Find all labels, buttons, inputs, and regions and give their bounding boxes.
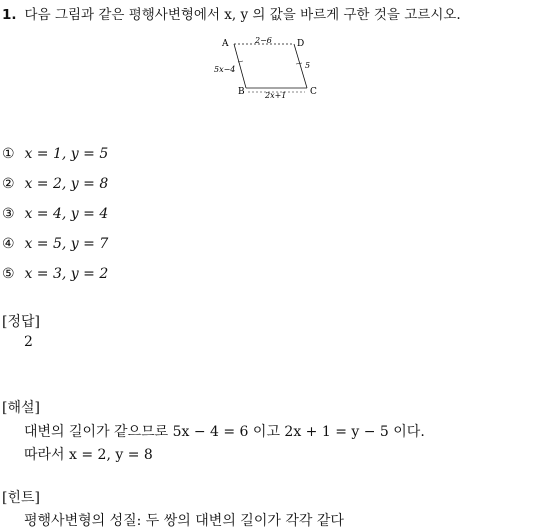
choice-text: x = 2, y = 8 (24, 176, 109, 192)
choice-number: ④ (2, 236, 15, 252)
choice-1[interactable] (2, 146, 108, 162)
solution-line-1: 대변의 길이가 같으므로 5x − 4 = 6 이고 2x + 1 = y − 5 이다. (24, 424, 425, 440)
answer-title: [정답] (2, 314, 40, 330)
choice-text: x = 1, y = 5 (24, 146, 109, 162)
side-right-label: 5 (305, 61, 311, 70)
parallelogram-figure (210, 34, 326, 100)
vertex-c: C (310, 87, 317, 97)
side-top-label: 2−6 (255, 36, 272, 45)
side-left-label: 5x−4 (214, 65, 236, 74)
choice-text: x = 5, y = 7 (24, 236, 109, 252)
hint-text: 평행사변형의 성질: 두 쌍의 대변의 길이가 각각 같다 (24, 513, 344, 529)
choice-number: ③ (2, 206, 15, 222)
vertex-a: A (222, 39, 229, 49)
question-body: 다음 그림과 같은 평행사변형에서 x, y 의 값을 바르게 구한 것을 고르시오. (24, 7, 461, 23)
answer-value: 2 (24, 334, 33, 350)
side-ab (234, 44, 246, 88)
solution-title: [해설] (2, 400, 40, 416)
hint-title: [힌트] (2, 490, 40, 506)
choice-number: ① (2, 146, 15, 162)
choice-3[interactable] (2, 206, 108, 222)
question-number: 1. (2, 7, 17, 23)
vertex-b: B (238, 87, 245, 97)
choice-text: x = 3, y = 2 (24, 266, 109, 282)
choice-4[interactable] (2, 236, 108, 252)
choice-text: x = 4, y = 4 (24, 206, 109, 222)
choice-number: ② (2, 176, 15, 192)
vertex-d: D (297, 39, 305, 49)
question-text (2, 3, 461, 23)
solution-line-2: 따라서 x = 2, y = 8 (24, 447, 153, 463)
choice-5[interactable] (2, 266, 108, 282)
choice-number: ⑤ (2, 266, 15, 282)
side-bottom-label: 2x+1 (265, 91, 287, 100)
choice-2[interactable] (2, 176, 108, 192)
